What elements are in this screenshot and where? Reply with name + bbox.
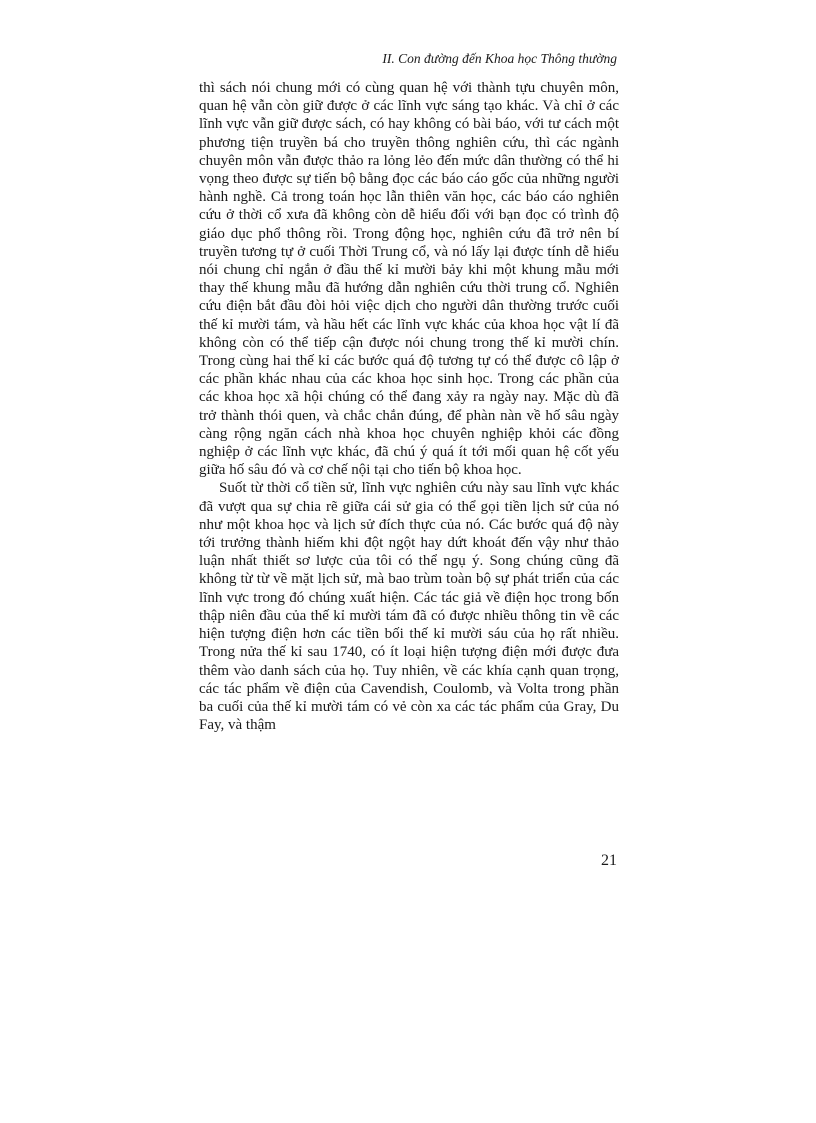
page-number: 21 xyxy=(601,852,617,869)
paragraph: Suốt từ thời cổ tiền sử, lĩnh vực nghiên cứu này sau lĩnh vực khác đã vượt qua sự chia rẽ giữa cái sử gia có thể gọi tiền lịch sử của nó như một khoa học và lịch sử đích thực của nó. Các bước quá độ này tới trưởng thành hiếm khi đột ngột hay dứt khoát đến vậy như thảo luận nhất thiết sơ lược của tôi có thể ngụ ý. Song chúng cũng đã không từ từ về mặt lịch sử, mà bao trùm toàn bộ sự phát triển của các lĩnh vực trong đó chúng xuất hiện. Các tác giả về điện học trong bốn thập niên đầu của thế kỉ mười tám đã có được nhiều thông tin về các hiện tượng điện hơn các tiền bối thế kỉ mười sáu của họ rất nhiều. Trong nửa thế kỉ sau 1740, có ít loại hiện tượng điện mới được đưa thêm vào danh sách của họ. Tuy nhiên, về các khía cạnh quan trọng, các tác phẩm về điện của Cavendish, Coulomb, và Volta trong phần ba cuối của thế kỉ mười tám có vẻ còn xa các tác phẩm của Gray, Du Fay, và thậm xyxy=(199,480,619,734)
running-header: II. Con đường đến Khoa học Thông thường xyxy=(382,51,617,66)
paragraph-continued: thì sách nói chung mới có cùng quan hệ với thành tựu chuyên môn, quan hệ vẫn còn giữ được ở các lĩnh vực sáng tạo khác. Và chỉ ở các lĩnh vực vẫn giữ được sách, có hay không có bài báo, với tư cách một phương tiện truyền bá cho truyền thông nghiên cứu, thì các ngành chuyên môn vẫn được thảo ra lỏng lẻo đến mức dân thường có thể hi vọng theo được sự tiến bộ bằng đọc các báo cáo gốc của những người hành nghề. Cả trong toán học lẫn thiên văn học, các báo cáo nghiên cứu ở thời cổ xưa đã không còn dễ hiểu đối với bạn đọc có trình độ giáo dục phổ thông rồi. Trong động học, nghiên cứu đã trở nên bí truyền tương tự ở cuối Thời Trung cổ, và nó lấy lại được tính dễ hiểu nói chung chỉ ngắn ở đầu thế kỉ mười bảy khi một khung mẫu mới thay thế khung mẫu đã hướng dẫn nghiên cứu thời trung cổ. Nghiên cứu điện bắt đầu đòi hỏi việc dịch cho người dân thường trước cuối thế kỉ mười tám, và hầu hết các lĩnh vực khác của khoa học vật lí đã không còn có thể tiếp cận được nói chung trong thế kỉ mười chín. Trong cùng hai thế kỉ các bước quá độ tương tự có thể được cô lập ở các phần khác nhau của các khoa học sinh học. Trong các phần của các khoa học xã hội chúng có thể đang xảy ra ngày nay. Mặc dù đã trở thành thói quen, và chắc chắn đúng, để phàn nàn về hố sâu ngày càng rộng ngăn cách nhà khoa học chuyên nghiệp khỏi các đồng nghiệp ở các lĩnh vực khác, đã chú ý quá ít tới mối quan hệ cốt yếu giữa hố sâu đó và cơ chế nội tại cho tiến bộ khoa học. xyxy=(199,80,619,479)
body-text xyxy=(199,79,619,734)
